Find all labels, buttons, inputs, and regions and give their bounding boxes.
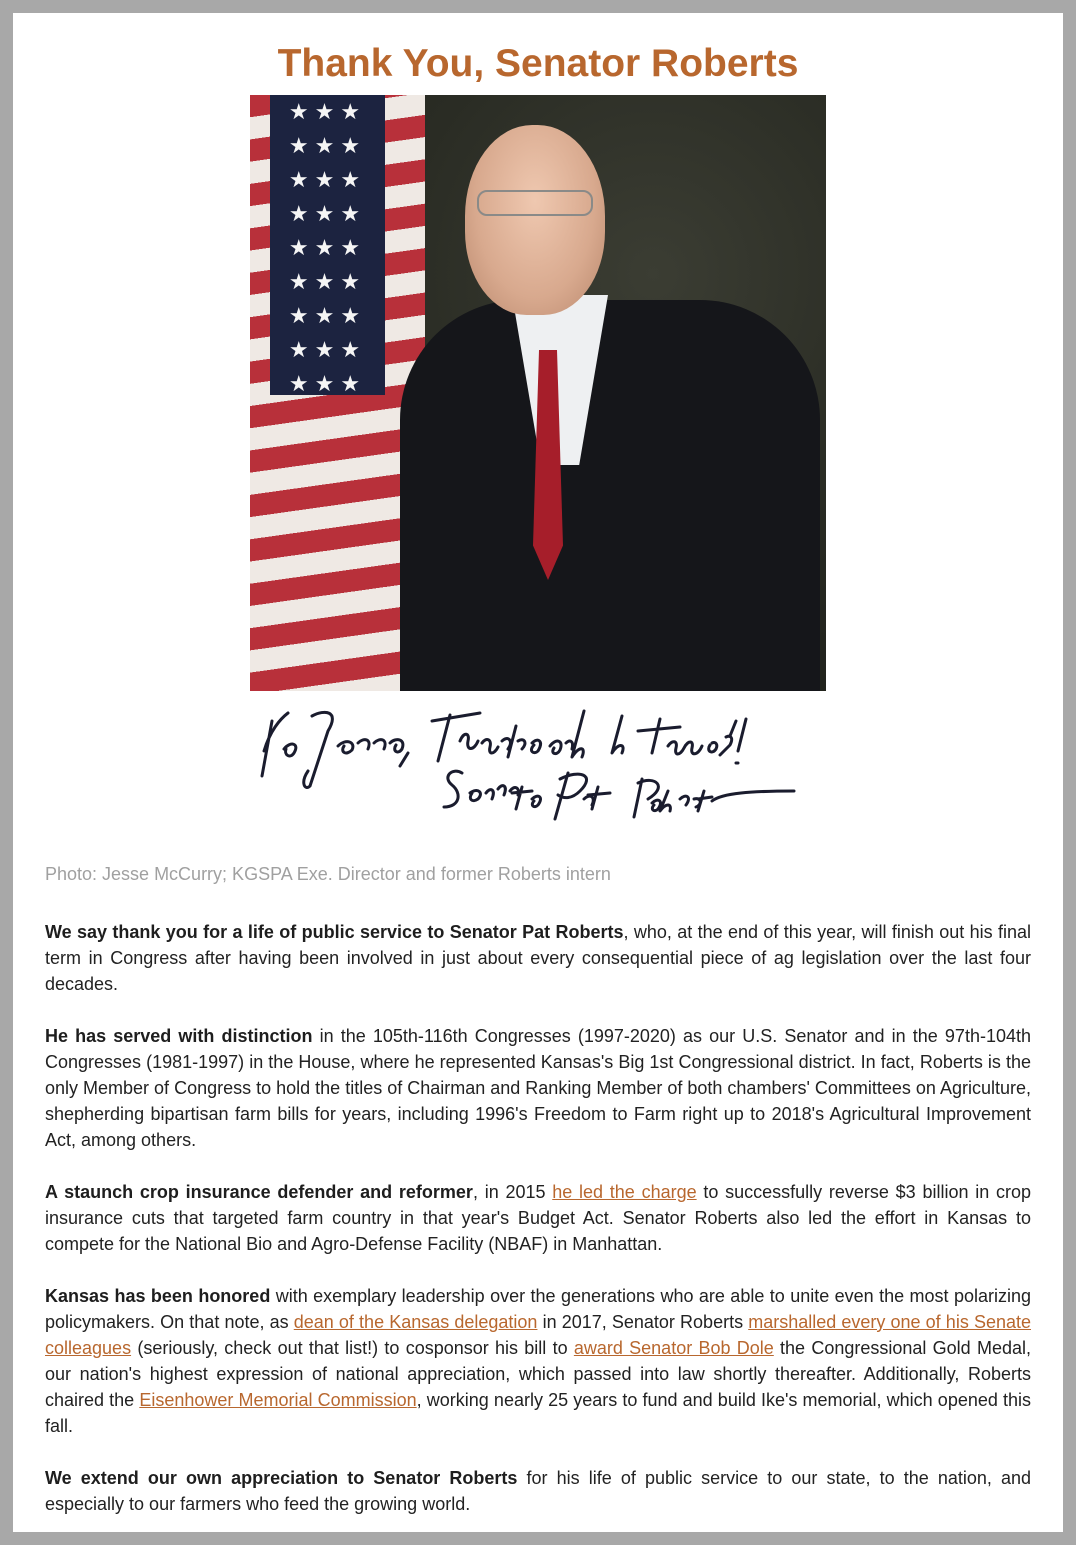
paragraph-appreciation (45, 1465, 1031, 1517)
paragraph-thank-you (45, 919, 1031, 997)
paragraph-body: (seriously, check out that list!) to cosponsor his bill to (131, 1338, 574, 1358)
paragraph-lead: He has served with distinction (45, 1026, 313, 1046)
us-flag-image (250, 95, 425, 691)
glasses-shape (477, 190, 593, 216)
flag-stars: ★★★ ★★★ ★★★ ★★★ ★★★ ★★★ ★★★ ★★★ ★★★ (270, 95, 385, 395)
paragraph-body: the Congressional Gold Medal, our nation's highest expression of national appreciation, which passed into law shortly thereafter. Additionally, Roberts chaired the (45, 1338, 1031, 1410)
paragraph-body: in the 105th-116th Congresses (1997-2020) as our U.S. Senator and in the 97th-104th Congresses (1981-1997) in the House, where he represented Kansas's Big 1st Congressional district. In fact, Roberts is the only Member of Congress to hold the titles of Chairman and Ranking Member of both chambers' Committees on Agriculture, shepherding bipartisan farm bills for years, including 1996's Freedom to Farm right up to 2018's Agricultural Improvement Act, among others. (45, 1026, 1031, 1150)
link-marshalled-senate-colleagues[interactable]: marshalled every one of his Senate colleagues (45, 1312, 1031, 1358)
paragraph-body: in 2017, Senator Roberts (537, 1312, 749, 1332)
senator-portrait-photo (250, 95, 826, 691)
paragraph-body: , working nearly 25 years to fund and build Ike's memorial, which opened this fall. (45, 1390, 1032, 1436)
link-he-led-the-charge[interactable]: he led the charge (552, 1182, 697, 1202)
autograph-signature (250, 691, 826, 836)
paragraph-kansas-honored (45, 1283, 1031, 1439)
paragraph-lead: A staunch crop insurance defender and reformer (45, 1182, 473, 1202)
paragraph-body: , in 2015 (472, 1182, 553, 1202)
portrait-head-shape (465, 125, 605, 315)
paragraph-lead: We extend our own appreciation to Senator Roberts (45, 1468, 518, 1488)
paragraph-body: for his life of public service to our state, to the nation, and especially to our farmers who feed the growing world. (45, 1468, 1031, 1514)
page-title: Thank You, Senator Roberts (277, 42, 799, 85)
suit-shape (400, 300, 820, 691)
paragraph-body: with exemplary leadership over the generations who are able to unite even the most polarizing policymakers. On that note, as (45, 1286, 1031, 1332)
paragraph-lead: Kansas has been honored (45, 1286, 271, 1306)
paragraph-service-record (45, 1023, 1031, 1153)
link-award-senator-bob-dole[interactable]: award Senator Bob Dole (573, 1338, 774, 1358)
handwriting-icon (250, 691, 826, 836)
photo-caption: Photo: Jesse McCurry; KGSPA Exe. Director and former Roberts intern (45, 864, 611, 884)
paragraph-body: to successfully reverse $3 billion in crop insurance cuts that targeted farm country in that year's Budget Act. Senator Roberts also led the effort in Kansas to compete for the National Bio and Agro-Defense Facility (NBAF) in Manhattan. (45, 1182, 1031, 1254)
link-dean-of-kansas-delegation[interactable]: dean of the Kansas delegation (293, 1312, 538, 1332)
paragraph-lead: We say thank you for a life of public service to Senator Pat Roberts (45, 922, 624, 942)
link-eisenhower-memorial-commission[interactable]: Eisenhower Memorial Commission (139, 1390, 417, 1410)
newsletter-card (13, 13, 1063, 1532)
paragraph-crop-insurance (45, 1179, 1031, 1257)
paragraph-body: , who, at the end of this year, will finish out his final term in Congress after having been involved in just about every consequential piece of ag legislation over the last four decades. (45, 922, 1032, 994)
